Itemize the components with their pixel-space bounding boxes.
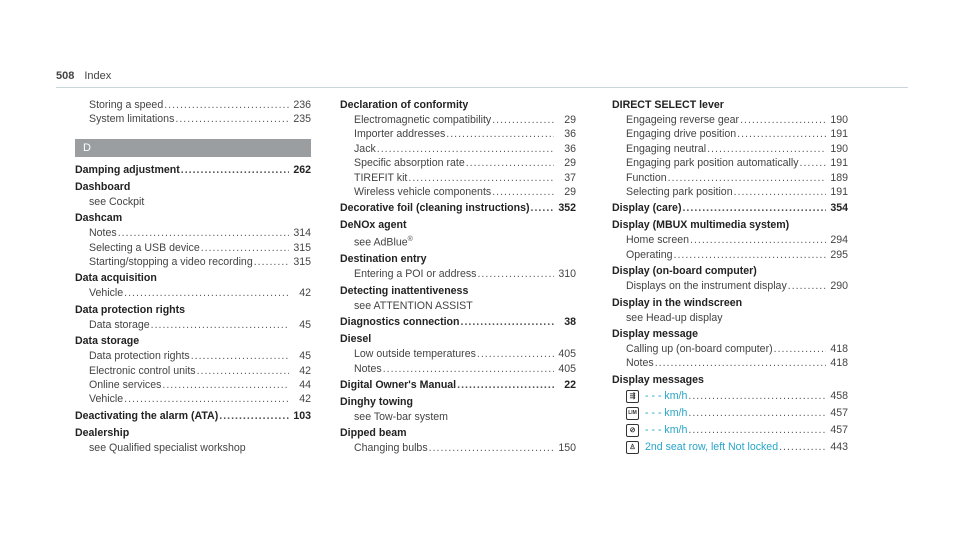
index-entry-heading: Display message (612, 328, 698, 341)
index-subentry[interactable]: Home screen ..... 294 (612, 233, 848, 247)
index-subentry[interactable]: Selecting park position ..... 191 (612, 185, 848, 199)
index-entry-heading: Data protection rights (75, 303, 186, 316)
index-column-1 (75, 98, 311, 455)
index-subentry[interactable]: Importer addresses ..... 36 (340, 127, 576, 141)
index-column-3 (612, 98, 848, 456)
index-subentry[interactable]: Displays on the instrument display ..... 290 (612, 279, 848, 293)
cruise-control-icon: ⇶ (626, 390, 639, 403)
page-header-title: Index (84, 70, 112, 82)
limiter-icon: LIM (626, 407, 639, 420)
message-text: - - - km/h (645, 389, 688, 402)
index-subentry[interactable]: Engageing reverse gear ..... 190 (612, 113, 848, 127)
index-subentry[interactable]: Engaging drive position ..... 191 (612, 127, 848, 141)
index-subentry[interactable]: Vehicle ..... 42 (75, 392, 311, 406)
index-entry-heading: Dashboard (75, 180, 131, 193)
display-message-entry[interactable]: LIM - - - km/h ..... 457 (612, 405, 848, 422)
index-entry-heading: Detecting inattentiveness (340, 284, 469, 297)
page-number: 508 (56, 70, 75, 82)
index-subentry[interactable]: Online services ..... 44 (75, 378, 311, 392)
index-entry-heading: Dipped beam (340, 427, 407, 440)
index-entry-heading: Dashcam (75, 212, 123, 225)
index-subentry[interactable]: Function ..... 189 (612, 171, 848, 185)
index-subentry[interactable]: System limitations ..... 235 (75, 112, 311, 126)
index-subentry[interactable]: Engaging neutral ..... 190 (612, 142, 848, 156)
message-text: - - - km/h (645, 406, 688, 419)
index-subentry[interactable]: Jack ..... 36 (340, 142, 576, 156)
index-subentry[interactable]: Low outside temperatures ..... 405 (340, 347, 576, 361)
display-message-entry[interactable]: ⇶ - - - km/h ..... 458 (612, 388, 848, 405)
index-entry-heading: Display messages (612, 373, 704, 386)
index-entry-heading: Declaration of conformity (340, 99, 469, 111)
index-subentry[interactable]: Notes ..... 405 (340, 362, 576, 376)
section-letter-bar: D (75, 139, 311, 157)
see-reference[interactable]: see Head-up display (626, 311, 723, 324)
index-column-2 (340, 98, 576, 456)
index-subentry[interactable]: Selecting a USB device ..... 315 (75, 241, 311, 255)
index-subentry[interactable]: Operating ..... 295 (612, 248, 848, 262)
see-reference[interactable]: see Tow-bar system (354, 411, 449, 423)
seat-belt-icon: ♙ (626, 441, 639, 454)
index-entry[interactable]: Diagnostics connection ..... 38 (340, 315, 576, 330)
index-entry-heading: Display (MBUX multimedia system) (612, 219, 790, 232)
index-entry-heading: Display (on-board computer) (612, 265, 757, 278)
registered-mark: ® (407, 236, 413, 244)
index-subentry[interactable]: Starting/stopping a video recording ..... 315 (75, 255, 311, 269)
see-reference[interactable]: see Cockpit (89, 195, 145, 208)
index-entry-heading: DIRECT SELECT lever (612, 99, 724, 111)
display-message-entry[interactable]: ⊘ - - - km/h ..... 457 (612, 422, 848, 439)
index-entry[interactable]: Damping adjustment ..... 262 (75, 163, 311, 178)
message-text: - - - km/h (645, 423, 688, 436)
index-entry-heading: Dinghy towing (340, 396, 413, 408)
see-reference[interactable]: see AdBlue® (354, 236, 413, 249)
index-entry[interactable]: Digital Owner's Manual ..... 22 (340, 378, 576, 393)
index-subentry[interactable]: Calling up (on-board computer) ..... 418 (612, 342, 848, 356)
index-entry-heading: Display in the windscreen (612, 296, 743, 309)
index-subentry[interactable]: Electronic control units ..... 42 (75, 364, 311, 378)
index-subentry[interactable]: Engaging park position automatically ..... 191 (612, 156, 848, 170)
index-entry[interactable]: Display (care) ..... 354 (612, 201, 848, 216)
index-subentry[interactable]: Changing bulbs ..... 150 (340, 441, 576, 455)
message-text: 2nd seat row, left Not locked (645, 440, 779, 453)
index-entry-heading: Data acquisition (75, 272, 157, 285)
index-subentry[interactable]: Vehicle ..... 42 (75, 286, 311, 300)
index-entry[interactable]: Deactivating the alarm (ATA) ..... 103 (75, 409, 311, 424)
page-header (56, 70, 111, 82)
index-entry[interactable]: Decorative foil (cleaning instructions) ..... 352 (340, 201, 576, 216)
index-entry-heading: DeNOx agent (340, 219, 407, 232)
index-subentry[interactable]: Entering a POI or address ..... 310 (340, 267, 576, 281)
index-entry-heading: Destination entry (340, 253, 427, 266)
index-subentry[interactable]: Notes ..... 314 (75, 226, 311, 240)
index-subentry[interactable]: TIREFIT kit ..... 37 (340, 171, 576, 185)
index-entry-heading: Dealership (75, 426, 130, 439)
display-message-entry[interactable]: ♙ 2nd seat row, left Not locked ..... 443 (612, 439, 848, 456)
speed-limit-off-icon: ⊘ (626, 424, 639, 437)
index-subentry[interactable]: Notes ..... 418 (612, 356, 848, 370)
index-subentry[interactable]: Electromagnetic compatibility ..... 29 (340, 113, 576, 127)
index-subentry[interactable]: Wireless vehicle components ..... 29 (340, 185, 576, 199)
see-reference[interactable]: see ATTENTION ASSIST (354, 299, 473, 312)
index-subentry[interactable]: Storing a speed ..... 236 (75, 98, 311, 112)
index-subentry[interactable]: Data protection rights ..... 45 (75, 349, 311, 363)
see-reference[interactable]: see Qualified specialist workshop (89, 441, 246, 454)
header-divider (56, 87, 908, 88)
index-subentry[interactable]: Data storage ..... 45 (75, 318, 311, 332)
index-entry-heading: Data storage (75, 335, 140, 348)
index-entry-heading: Diesel (340, 333, 372, 346)
index-subentry[interactable]: Specific absorption rate ..... 29 (340, 156, 576, 170)
